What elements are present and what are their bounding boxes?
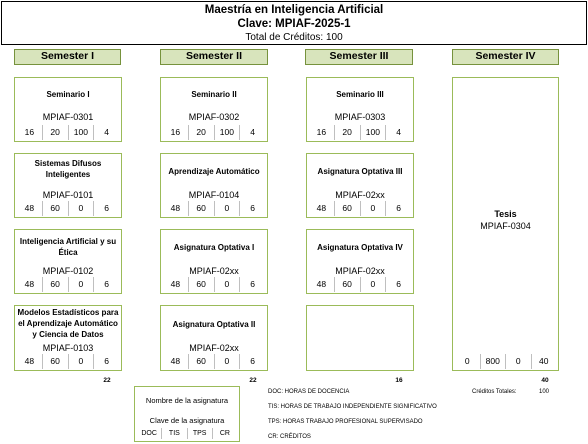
thesis-box: [452, 77, 559, 371]
course-tps: 0: [214, 277, 240, 292]
course-cr: 6: [93, 354, 119, 369]
course-name: Modelos Estadísticos para el Aprendizaje Automático y Ciencia de Datos: [17, 308, 119, 339]
course-tis: 60: [42, 354, 68, 369]
course-code: MPIAF-0302: [188, 112, 240, 122]
course-tps: 0: [214, 201, 240, 216]
course-box: [14, 305, 122, 371]
semester-3-header: Semester III: [305, 49, 413, 65]
course-code: MPIAF-02xx: [335, 266, 385, 276]
definition-cr: CR: CRÉDITOS: [268, 434, 311, 440]
legend-course-name: Nombre de la asignatura: [145, 396, 229, 405]
course-doc: 48: [24, 203, 35, 213]
course-doc: 16: [316, 127, 327, 137]
course-code: MPIAF-02xx: [335, 190, 385, 200]
course-code: MPIAF-02xx: [189, 343, 239, 353]
course-doc: 48: [24, 356, 35, 366]
course-name: Aprendizaje Automático: [168, 167, 260, 176]
course-code: MPIAF-0304: [480, 221, 531, 231]
course-name: Asignatura Optativa IV: [317, 243, 403, 252]
course-cr: 6: [239, 354, 265, 369]
total-credits-value: 100: [539, 389, 550, 395]
course-tis: 20: [334, 125, 360, 140]
course-name: Seminario I: [46, 90, 90, 99]
course-cr: 40: [531, 354, 557, 369]
course-cr: 6: [93, 201, 119, 216]
course-tps: 0: [360, 277, 386, 292]
definition-tis: TIS: HORAS DE TRABAJO INDEPENDIENTE SIGNIFICATIVO: [268, 404, 437, 410]
course-tis: 800: [480, 354, 506, 369]
program-total-credits: Total de Créditos: 100: [245, 32, 343, 43]
course-tis: 60: [334, 277, 360, 292]
course-code: MPIAF-0303: [334, 112, 386, 122]
course-box: [160, 153, 268, 218]
semester-2-header: Semester II: [160, 49, 268, 65]
course-name: Asignatura Optativa I: [173, 243, 255, 252]
course-box: [306, 77, 414, 142]
abbreviation-definitions: [268, 385, 437, 444]
course-tis: 60: [42, 201, 68, 216]
course-tps: 100: [68, 125, 94, 140]
course-cr: 4: [239, 125, 265, 140]
course-box: [306, 153, 414, 218]
course-cr: 4: [385, 125, 411, 140]
legend-course-code: Clave de la asignatura: [149, 416, 225, 425]
program-header: [1, 1, 587, 45]
course-tps: 0: [214, 354, 240, 369]
semester-1-total: 22: [103, 377, 111, 384]
course-cr: 6: [385, 277, 411, 292]
legend-doc: DOC: [141, 430, 157, 437]
course-name: Seminario III: [336, 90, 384, 99]
course-cr: 6: [93, 277, 119, 292]
legend-box: [134, 386, 240, 442]
course-name: Asignatura Optativa II: [172, 320, 256, 329]
course-name: Tesis: [494, 209, 517, 219]
course-tps: 0: [360, 201, 386, 216]
course-box: [14, 153, 122, 218]
course-box: [14, 229, 122, 294]
course-tis: 60: [188, 277, 214, 292]
course-code: MPIAF-0102: [42, 266, 94, 276]
course-doc: 48: [170, 279, 181, 289]
course-cr: 6: [239, 201, 265, 216]
course-box: [160, 229, 268, 294]
semester-3-total: 16: [395, 377, 403, 384]
legend-tps: TPS: [187, 428, 212, 439]
course-tis: 20: [188, 125, 214, 140]
course-doc: 48: [170, 356, 181, 366]
course-name: Inteligencia Artificial y su Ética: [19, 237, 117, 257]
course-tps: 0: [68, 277, 94, 292]
course-doc: 0: [464, 356, 470, 366]
program-title: Maestría en Inteligencia Artificial: [204, 4, 384, 16]
course-cr: 6: [385, 201, 411, 216]
course-tis: 60: [188, 354, 214, 369]
course-code: MPIAF-02xx: [189, 266, 239, 276]
course-box: [306, 229, 414, 294]
legend-tis: TIS: [161, 428, 186, 439]
course-doc: 48: [316, 203, 327, 213]
course-doc: 16: [170, 127, 181, 137]
course-doc: 48: [170, 203, 181, 213]
semester-1-header: Semester I: [14, 49, 121, 65]
course-doc: 16: [24, 127, 35, 137]
course-box: [160, 77, 268, 142]
course-tps: 100: [214, 125, 240, 140]
course-doc: 48: [316, 279, 327, 289]
course-code: MPIAF-0101: [42, 190, 94, 200]
semester-4-header: Semester IV: [452, 49, 559, 65]
course-box: [14, 77, 122, 142]
course-code: MPIAF-0104: [188, 190, 240, 200]
legend-cr: CR: [212, 428, 237, 439]
course-name: Seminario II: [191, 90, 237, 99]
course-tis: 20: [42, 125, 68, 140]
semester-4-total: 40: [541, 377, 549, 384]
course-code: MPIAF-0103: [42, 343, 94, 353]
course-tis: 60: [334, 201, 360, 216]
course-tps: 0: [68, 354, 94, 369]
course-doc: 48: [24, 279, 35, 289]
empty-course-box: [306, 305, 414, 371]
course-code: MPIAF-0301: [42, 112, 94, 122]
course-cr: 6: [239, 277, 265, 292]
program-clave: Clave: MPIAF-2025-1: [237, 18, 351, 30]
course-tps: 0: [68, 201, 94, 216]
definition-tps: TPS: HORAS TRABAJO PROFESIONAL SUPERVISADO: [268, 419, 423, 425]
course-box: [160, 305, 268, 371]
course-tis: 60: [188, 201, 214, 216]
definition-doc: DOC: HORAS DE DOCENCIA: [268, 389, 350, 395]
course-name: Sistemas Difusos Inteligentes: [34, 159, 102, 179]
total-credits-label: Créditos Totales:: [472, 389, 517, 395]
course-tis: 60: [42, 277, 68, 292]
course-cr: 4: [93, 125, 119, 140]
course-name: Asignatura Optativa III: [317, 167, 403, 176]
course-tps: 0: [505, 354, 531, 369]
course-tps: 100: [360, 125, 386, 140]
semester-2-total: 22: [249, 377, 257, 384]
